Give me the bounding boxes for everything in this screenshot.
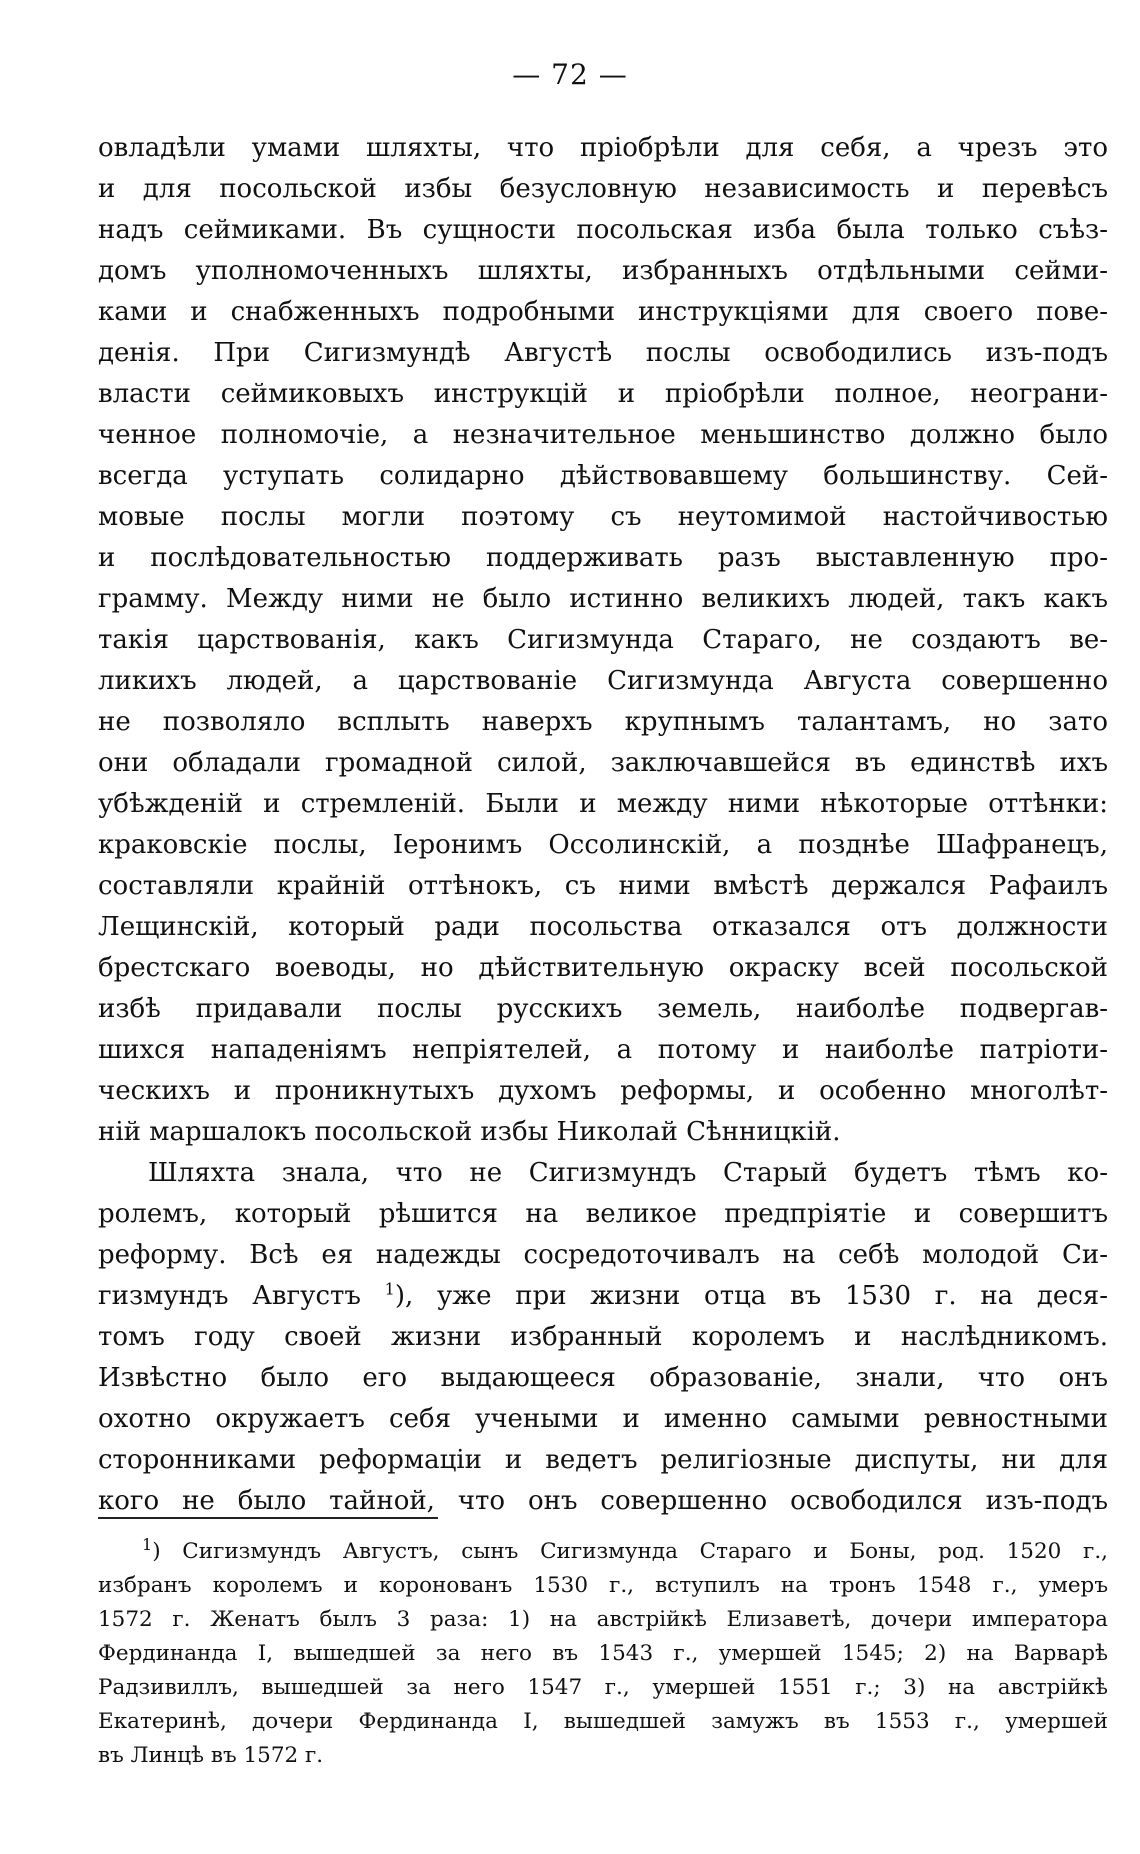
text-line-with-footnote-ref [98,1276,1108,1317]
footnote-mark: 1 [142,1534,153,1554]
text-line: Извѣстно было его выдающееся образованіе, знали, что онъ [98,1363,1108,1393]
text-line: краковскіе послы, Іеронимъ Оссолинскій, а позднѣе Шафранецъ, [98,830,1108,860]
text-line: не позволяло всплыть наверхъ крупнымъ талантамъ, но зато [98,707,1108,737]
text-line: Лещинскій, который ради посольства отказался отъ должности [98,912,1108,942]
text-fragment: ) Сигизмундъ Августъ, сынъ Сигизмунда Стараго и Боны, род. 1520 г., [152,1539,1108,1564]
body-text [98,128,1108,1522]
text-line: овладѣли умами шляхты, что пріобрѣли для себя, а чрезъ это [98,133,1108,163]
footnote-line: Фердинанда I, вышедшей за него въ 1543 г., умершей 1545; 2) на Варварѣ [98,1641,1108,1666]
text-line: власти сеймиковыхъ инструкцій и пріобрѣли полное, неограни- [98,379,1108,409]
text-line: домъ уполномоченныхъ шляхты, избранныхъ отдѣльными сейми- [98,256,1108,286]
footnote [98,1535,1108,1773]
text-line: кого не было тайной, что онъ совершенно освободился изъ-подъ [98,1486,1108,1516]
text-line: надъ сеймиками. Въ сущности посольская изба была только съѣз- [98,215,1108,245]
text-line: ликихъ людей, а царствованіе Сигизмунда Августа совершенно [98,666,1108,696]
footnote-line: Екатеринѣ, дочери Фердинанда I, вышедшей замужъ въ 1553 г., умершей [98,1709,1108,1734]
footnote-line: Радзивиллъ, вышедшей за него 1547 г., умершей 1551 г.; 3) на австрійкѣ [98,1675,1108,1700]
text-line: убѣжденій и стремленій. Были и между ними нѣкоторые оттѣнки: [98,789,1108,819]
text-line: ролемъ, который рѣшится на великое предпріятіе и совершитъ [98,1199,1108,1229]
page-number: — 72 — [512,58,628,91]
text-line: ческихъ и проникнутыхъ духомъ реформы, и особенно многолѣт- [98,1076,1108,1106]
text-line: и для посольской избы безусловную независимость и перевѣсъ [98,174,1108,204]
text-line: мовые послы могли поэтому съ неутомимой настойчивостью [98,502,1108,532]
text-line: они обладали громадной силой, заключавшейся въ единствѣ ихъ [98,748,1108,778]
text-line: ками и снабженныхъ подробными инструкціями для своего пове- [98,297,1108,327]
text-line: брестскаго воеводы, но дѣйствительную окраску всей посольской [98,953,1108,983]
text-line: Шляхта знала, что не Сигизмундъ Старый будетъ тѣмъ ко- [148,1158,1108,1188]
text-fragment: ), уже при жизни отца въ 1530 г. на деся- [394,1281,1108,1311]
text-line: избѣ придавали послы русскихъ земель, наиболѣе подвергав- [98,994,1108,1024]
text-line: грамму. Между ними не было истинно великихъ людей, такъ какъ [98,584,1108,614]
text-line: ченное полномочіе, а незначительное меньшинство должно было [98,420,1108,450]
text-line: шихся нападеніямъ непріятелей, а потому и наиболѣе патріоти- [98,1035,1108,1065]
text-fragment: гизмундъ Августъ [98,1281,361,1311]
text-line: реформу. Всѣ ея надежды сосредоточивалъ на себѣ молодой Си- [98,1240,1108,1270]
text-line: томъ году своей жизни избранный королемъ и наслѣдникомъ. [98,1322,1108,1352]
footnote-line: избранъ королемъ и коронованъ 1530 г., вступилъ на тронъ 1548 г., умеръ [98,1573,1108,1598]
footnote-reference[interactable]: 1 [384,1279,395,1299]
footnote-divider [98,1517,438,1519]
text-line: ній маршалокъ посольской избы Николай Сѣнницкій. [98,1117,841,1147]
text-line: всегда уступать солидарно дѣйствовавшему большинству. Сей- [98,461,1108,491]
text-line: сторонниками реформаціи и ведетъ религіозные диспуты, ни для [98,1445,1108,1475]
text-line: и послѣдовательностью поддерживать разъ выставленную про- [98,543,1108,573]
footnote-line [98,1535,1108,1569]
text-line: составляли крайній оттѣнокъ, съ ними вмѣстѣ держался Рафаилъ [98,871,1108,901]
footnote-line: 1572 г. Женатъ былъ 3 раза: 1) на австрійкѣ Елизаветѣ, дочери императора [98,1607,1108,1632]
text-line: такія царствованія, какъ Сигизмунда Стараго, не создаютъ ве- [98,625,1108,655]
text-line: охотно окружаетъ себя учеными и именно самыми ревностными [98,1404,1108,1434]
footnote-line: въ Линцѣ въ 1572 г. [98,1743,324,1768]
text-line: денія. При Сигизмундѣ Августѣ послы освободились изъ-подъ [98,338,1108,368]
